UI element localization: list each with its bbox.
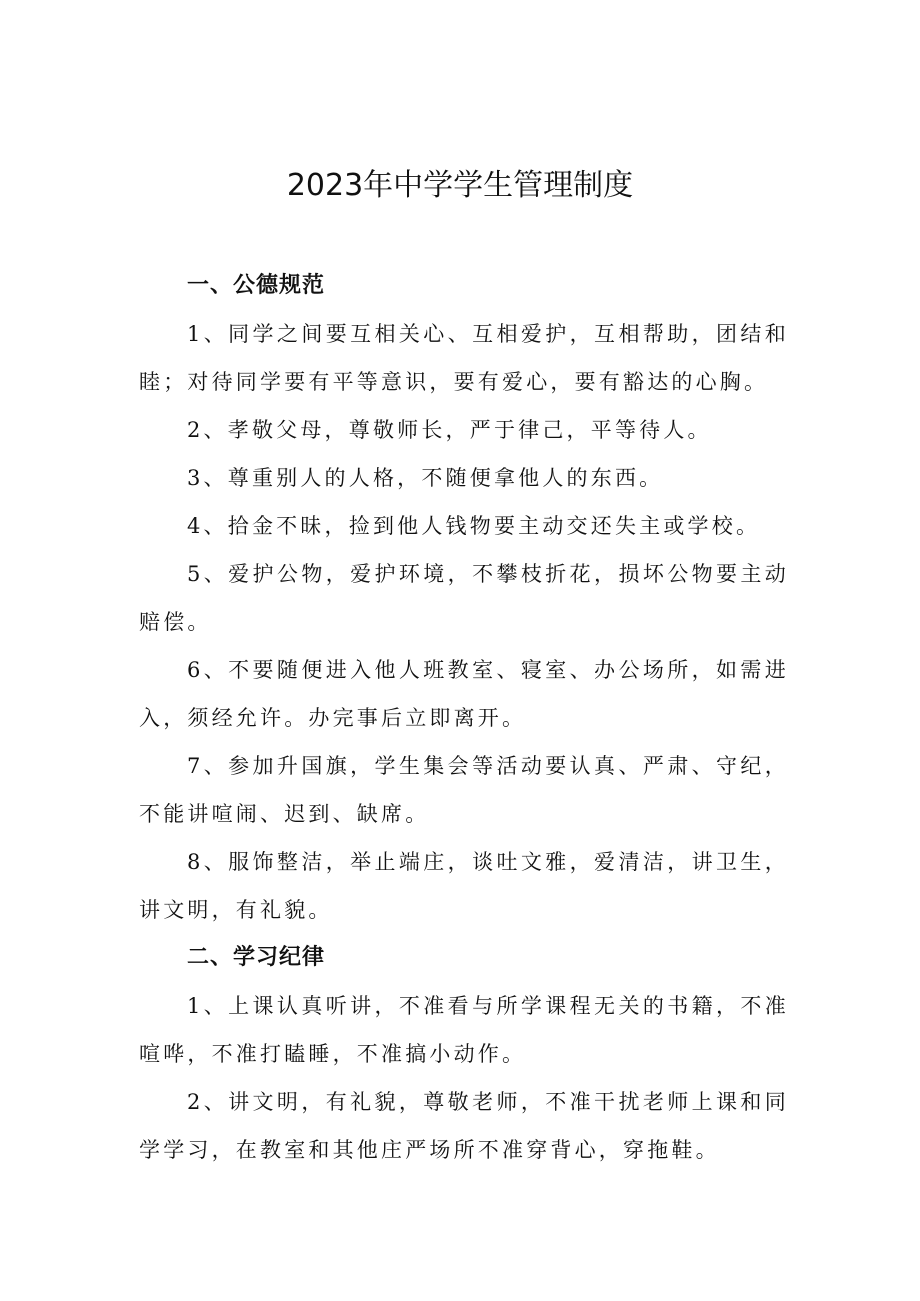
- rule-item: 6、不要随便进入他人班教室、寝室、办公场所，如需进入，须经允许。办完事后立即离开。: [139, 658, 789, 730]
- rule-item: 2、讲文明，有礼貌，尊敬老师，不准干扰老师上课和同学学习，在教室和其他庄严场所不准穿背心，穿拖鞋。: [139, 1090, 789, 1162]
- document-title: 2023年中学学生管理制度: [286, 168, 634, 203]
- rule-item: 2、孝敬父母，尊敬师长，严于律己，平等待人。: [187, 418, 712, 442]
- document-body: [139, 262, 789, 1174]
- rule-item: 1、同学之间要互相关心、互相爱护，互相帮助，团结和睦；对待同学要有平等意识，要有爱心，要有豁达的心胸。: [139, 322, 789, 394]
- rule-item: 7、参加升国旗，学生集会等活动要认真、严肃、守纪，不能讲喧闹、迟到、缺席。: [139, 754, 789, 826]
- section-study-discipline: [139, 934, 789, 1174]
- section-heading: 二、学习纪律: [187, 945, 326, 970]
- rule-item: 3、尊重别人的人格，不随便拿他人的东西。: [187, 466, 664, 490]
- section-public-morals: [139, 262, 789, 934]
- rule-item: 4、拾金不昧，捡到他人钱物要主动交还失主或学校。: [187, 514, 761, 538]
- section-heading: 一、公德规范: [187, 273, 326, 298]
- rule-item: 1、上课认真听讲，不准看与所学课程无关的书籍，不准喧哗，不准打瞌睡，不准搞小动作。: [139, 994, 789, 1066]
- rule-item: 8、服饰整洁，举止端庄，谈吐文雅，爱清洁，讲卫生，讲文明，有礼貌。: [139, 850, 789, 922]
- rule-item: 5、爱护公物，爱护环境，不攀枝折花，损坏公物要主动赔偿。: [139, 562, 789, 634]
